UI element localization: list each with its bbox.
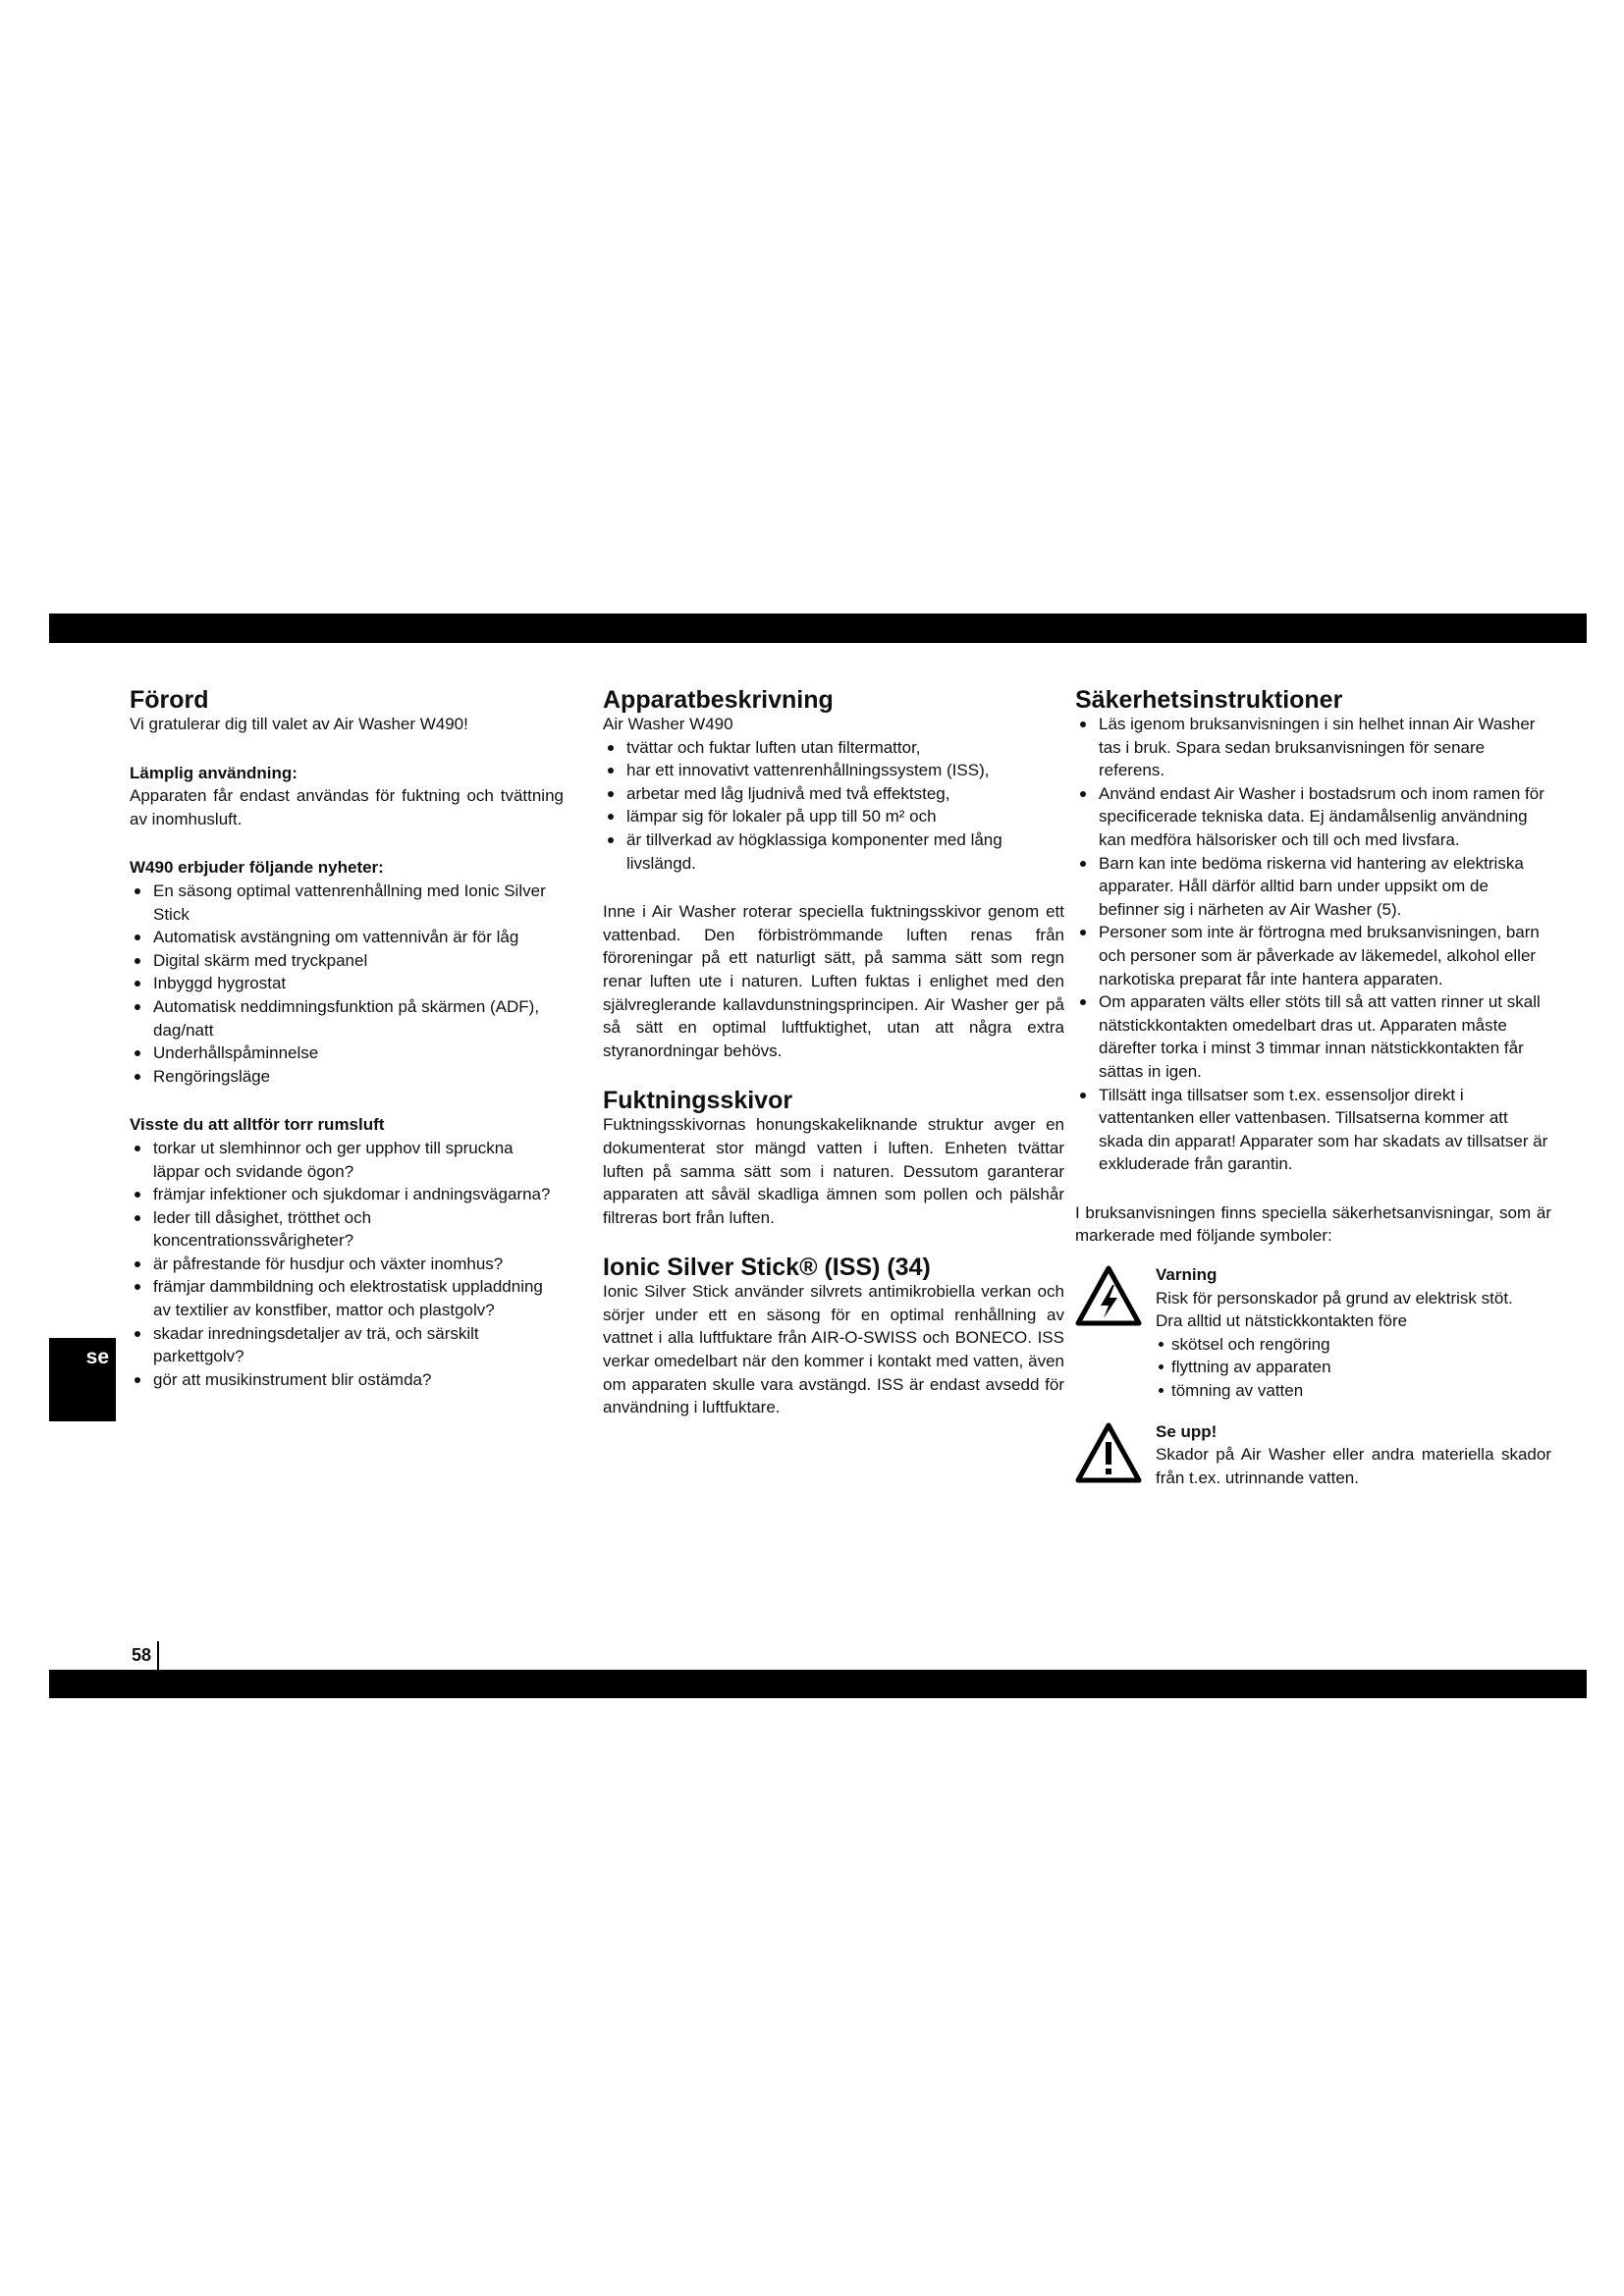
fuktning-title: Fuktningsskivor — [603, 1087, 793, 1115]
list-item: arbetar med låg ljudnivå med två effektsteg, — [603, 782, 1064, 806]
list-item: skadar inredningsdetaljer av trä, och särskilt parkettgolv? — [130, 1322, 564, 1368]
warning-block — [1075, 1263, 1551, 1403]
caution-block — [1075, 1420, 1551, 1490]
list-item: Läs igenom bruksanvisningen i sin helhet innan Air Washer tas i bruk. Spara sedan bruksanvisningen för senare referens. — [1075, 713, 1551, 782]
list-item: Underhållspåminnelse — [130, 1041, 564, 1065]
list-item: Rengöringsläge — [130, 1065, 564, 1089]
top-black-bar — [49, 614, 1587, 643]
list-item: lämpar sig för lokaler på upp till 50 m² och — [603, 805, 1064, 828]
bottom-black-bar — [49, 1670, 1587, 1698]
sakerhet-list — [1075, 713, 1551, 1176]
apparat-title: Apparatbeskrivning — [603, 686, 834, 714]
list-item: gör att musikinstrument blir ostämda? — [130, 1368, 564, 1392]
column-forord — [130, 687, 564, 1391]
warning-line1: Risk för personskador på grund av elektrisk stöt. — [1156, 1288, 1513, 1308]
caution-title: Se upp! — [1156, 1421, 1218, 1441]
sakerhet-title: Säkerhetsinstruktioner — [1075, 686, 1343, 714]
list-item: Personer som inte är förtrogna med bruksanvisningen, barn och personer som är påverkade av läkemedel, alkohol eller narkotiska preparat får inte hantera apparaten. — [1075, 921, 1551, 990]
list-item: Tillsätt inga tillsatser som t.ex. essensoljor direkt i vattentanken eller vattenbasen. Tillsatserna kommer att skada din apparat! Apparater som har skadats av tillsatser är exkluderade från garantin. — [1075, 1084, 1551, 1176]
list-item: främjar infektioner och sjukdomar i andningsvägarna? — [130, 1183, 564, 1206]
list-item: har ett innovativt vattenrenhållningssystem (ISS), — [603, 759, 1064, 782]
list-item: Barn kan inte bedöma riskerna vid hantering av elektriska apparater. Håll därför alltid barn under uppsikt om de befinner sig i närheten av Air Washer (5). — [1075, 852, 1551, 922]
warning-line2: Dra alltid ut nätstickkontakten före — [1156, 1311, 1408, 1331]
list-item: torkar ut slemhinnor och ger upphov till spruckna läppar och svidande ögon? — [130, 1137, 564, 1183]
list-item: är påfrestande för husdjur och växter inomhus? — [130, 1253, 564, 1276]
ionic-text: Ionic Silver Stick använder silvrets antimikrobiella verkan och sörjer under ett en säsong för en optimal renhållning av vattnet i alla luftfuktare från AIR-O-SWISS och BONECO. ISS verkar omedelbart när den kommer i kontakt med vatten, även om apparaten skulle vara avstängd. ISS är endast avsedd för användning i luftfuktare. — [603, 1282, 1064, 1417]
ionic-title: Ionic Silver Stick® (ISS) (34) — [603, 1254, 931, 1282]
list-item: Digital skärm med tryckpanel — [130, 949, 564, 973]
list-item: är tillverkad av högklassiga komponenter med lång livslängd. — [603, 828, 1064, 875]
warning-list — [1156, 1333, 1551, 1403]
list-item: Om apparaten välts eller stöts till så att vatten rinner ut skall nätstickkontakten omedelbart dras ut. Apparaten måste därefter torka i minst 3 timmar innan nätstickkontakten får sättas in igen. — [1075, 990, 1551, 1083]
forord-text: Vi gratulerar dig till valet av Air Washer W490! — [130, 715, 468, 733]
apparat-subtitle: Air Washer W490 — [603, 715, 733, 733]
sakerhet-intro: I bruksanvisningen finns speciella säkerhetsanvisningar, som är markerade med följande symboler: — [1075, 1202, 1551, 1246]
news-list — [130, 880, 564, 1088]
dry-air-list — [130, 1137, 564, 1392]
list-item: Inbyggd hygrostat — [130, 972, 564, 995]
list-item: flyttning av apparaten — [1156, 1356, 1551, 1379]
list-item: Automatisk neddimningsfunktion på skärmen (ADF), dag/natt — [130, 995, 564, 1041]
list-item: tvättar och fuktar luften utan filtermattor, — [603, 736, 1064, 760]
language-tab-label: se — [85, 1346, 109, 1368]
apparat-list — [603, 736, 1064, 876]
usage-text: Apparaten får endast användas för fuktning och tvättning av inomhusluft. — [130, 786, 564, 828]
apparat-text: Inne i Air Washer roterar speciella fuktningsskivor genom ett vattenbad. Den förbiströmmande luften renas från föroreningar på ett naturligt sätt, på samma sätt som regn renar luften ute i naturen. Luften fuktas i enlighet med den självreglerande kallavdunstningsprincipen. Air Washer ger på så sätt en optimal luftfuktighet, utan att några extra styranordningar behövs. — [603, 902, 1064, 1060]
list-item: leder till dåsighet, trötthet och koncentrationssvårigheter? — [130, 1206, 564, 1253]
column-sakerhet — [1075, 687, 1551, 1489]
usage-heading: Lämplig användning: — [130, 763, 298, 782]
language-tab — [49, 1338, 116, 1421]
list-item: skötsel och rengöring — [1156, 1333, 1551, 1357]
electric-warning-icon — [1075, 1265, 1142, 1326]
list-item: främjar dammbildning och elektrostatisk uppladdning av textilier av konstfiber, mattor och plastgolv? — [130, 1275, 564, 1321]
forord-title: Förord — [130, 686, 209, 714]
list-item: En säsong optimal vattenrenhållning med Ionic Silver Stick — [130, 880, 564, 926]
column-apparat — [603, 687, 1064, 1419]
caution-text: Skador på Air Washer eller andra materiella skador från t.ex. utrinnande vatten. — [1156, 1445, 1551, 1487]
list-item: Använd endast Air Washer i bostadsrum och inom ramen för specificerade tekniska data. Ej ändamålsenlig användning kan medföra hälsorisker och till och med livsfara. — [1075, 782, 1551, 852]
fuktning-text: Fuktningsskivornas honungskakeliknande struktur avger en dokumenterat stor mängd vatten i luften. Enheten tvättar luften på samma sätt som i naturen. Dessutom garanterar apparaten att såväl skadliga ämnen som pollen och pälshår filtreras bort från luften. — [603, 1115, 1064, 1227]
list-item: Automatisk avstängning om vattennivån är för låg — [130, 926, 564, 949]
page-number: 58 — [132, 1641, 159, 1670]
list-item: tömning av vatten — [1156, 1379, 1551, 1403]
news-heading: W490 erbjuder följande nyheter: — [130, 858, 384, 878]
warning-title: Varning — [1156, 1265, 1218, 1285]
caution-icon — [1075, 1422, 1142, 1483]
dry-air-heading: Visste du att alltför torr rumsluft — [130, 1115, 385, 1135]
